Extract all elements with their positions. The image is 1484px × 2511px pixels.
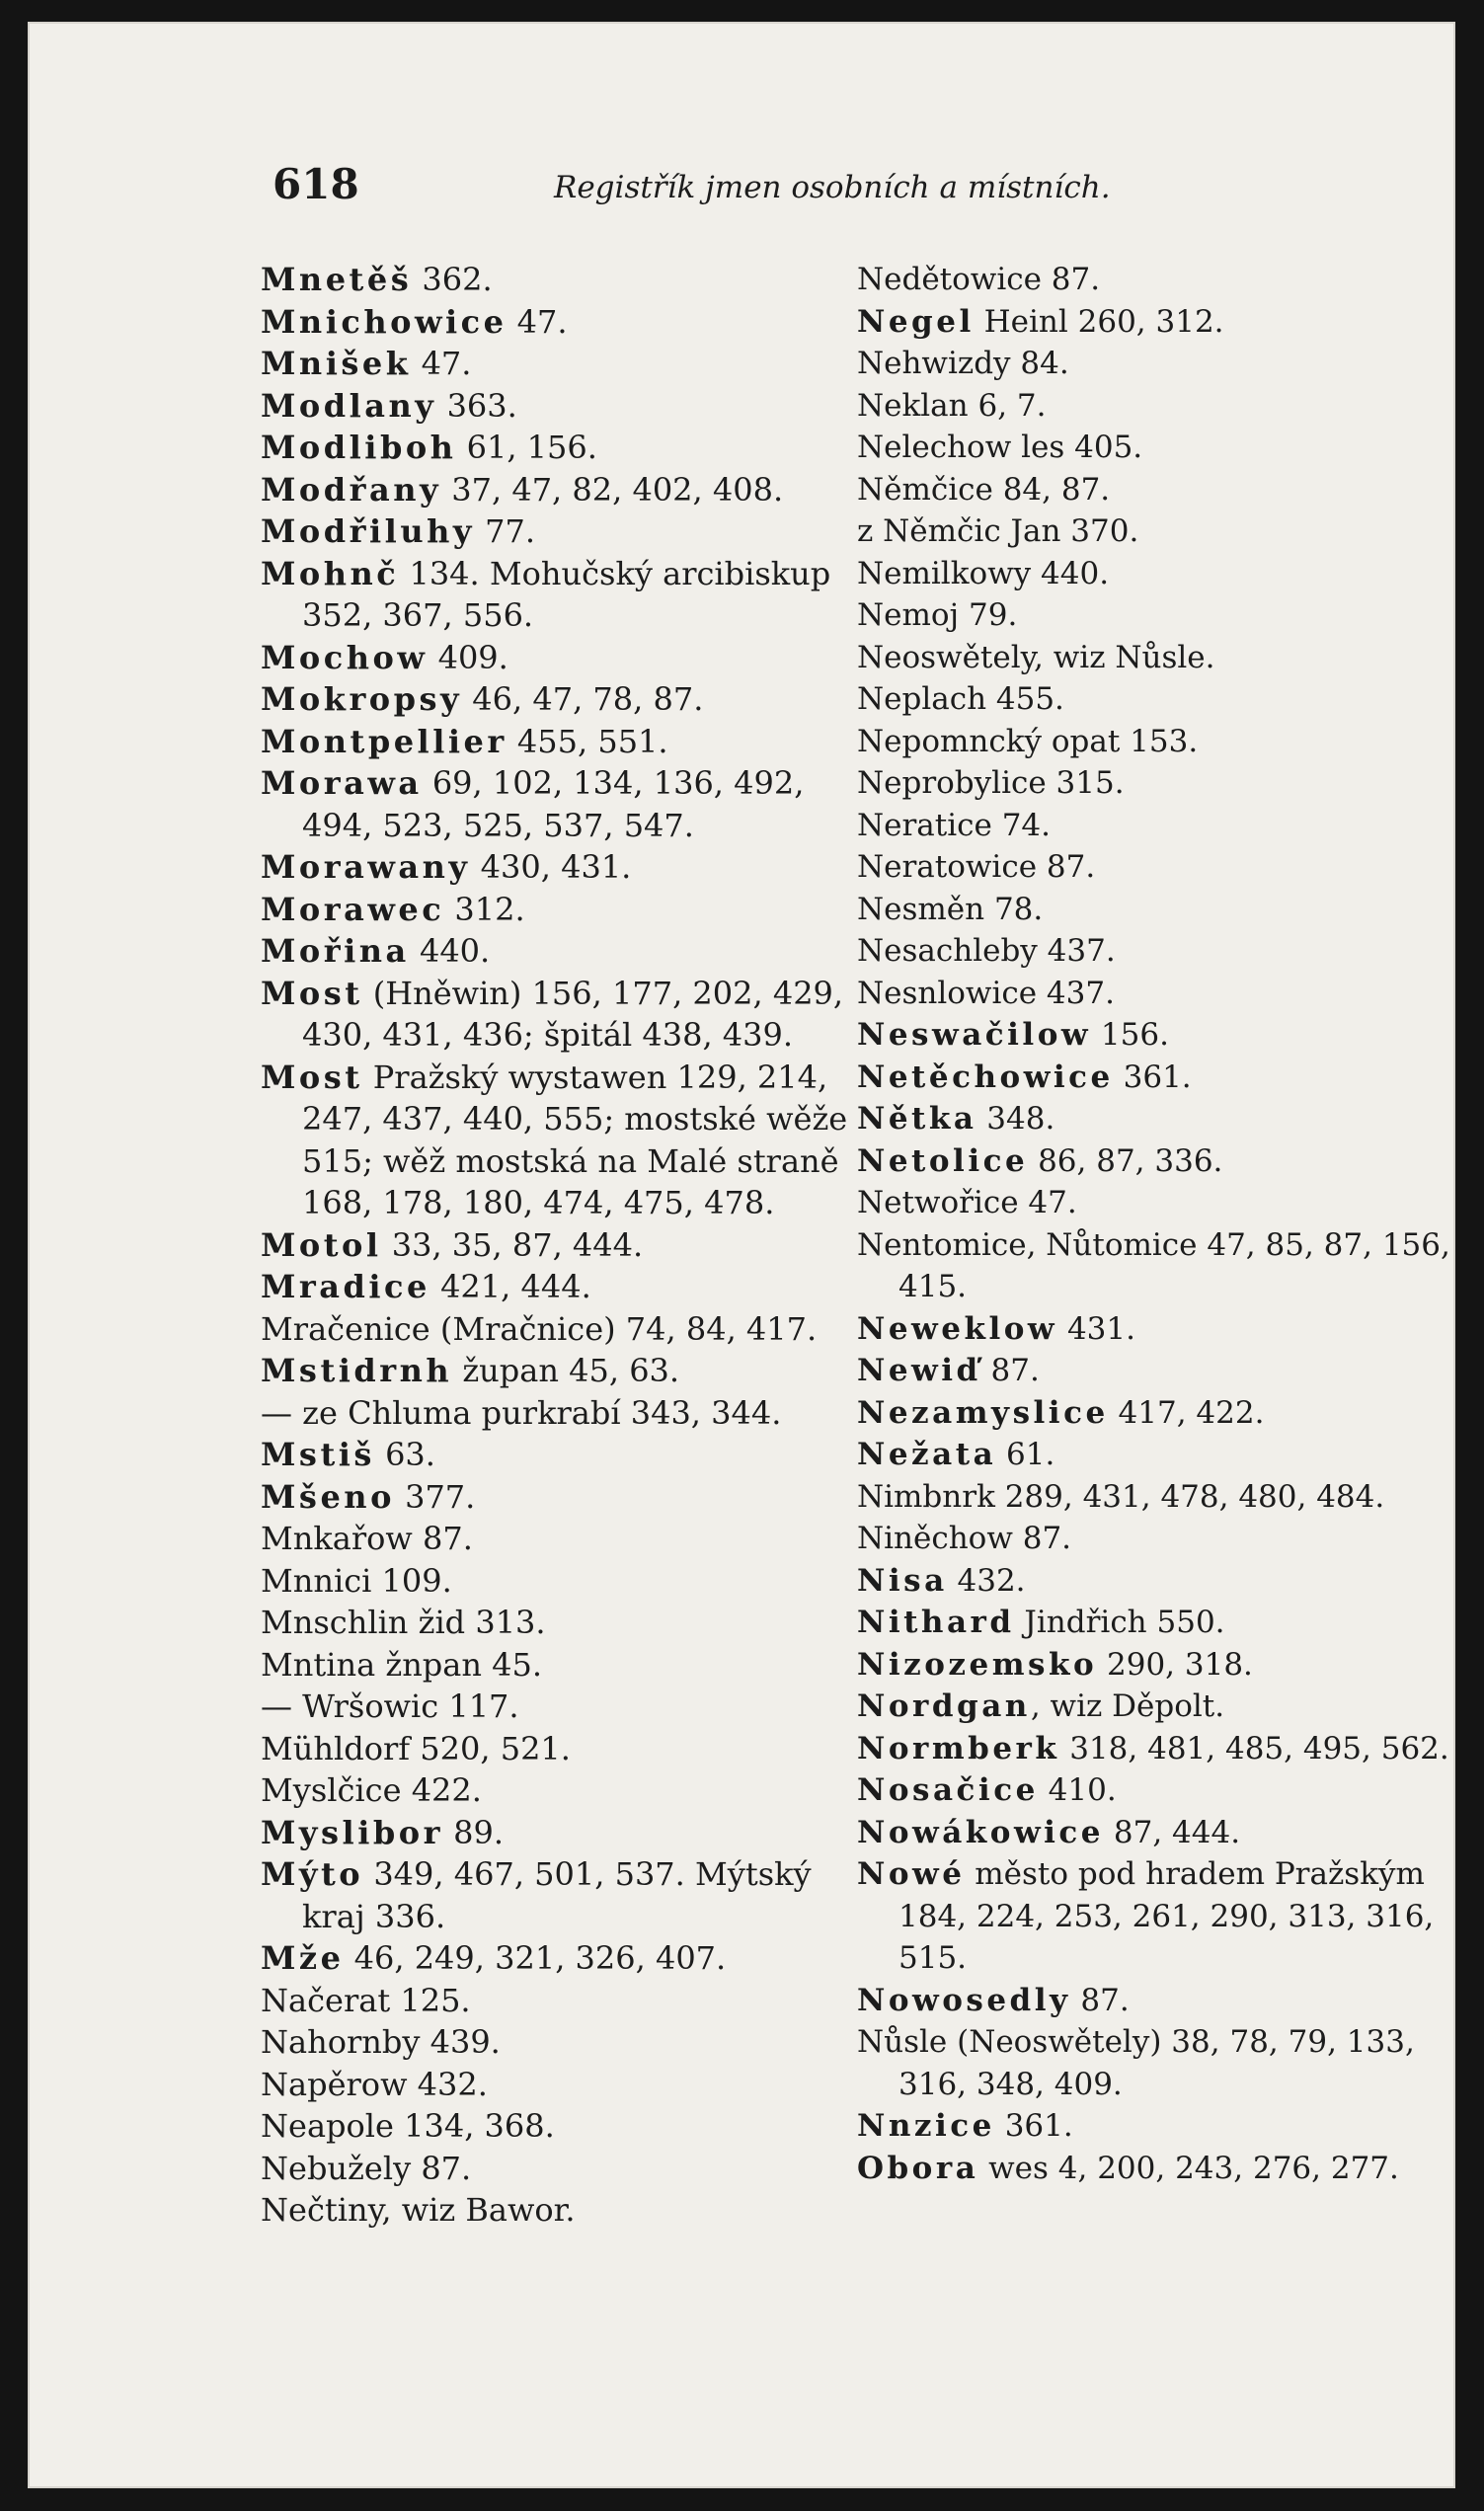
index-entry-text: město pod hradem Pražským 184, 224, 253, 261, 290, 313, 316, 515. [898,1856,1435,1976]
index-entry [261,1518,865,1560]
index-column-right [857,259,1453,2189]
index-entry-text: Nemoj 79. [857,597,1018,633]
index-entry [857,427,1453,469]
index-entry [261,973,865,1057]
index-entry [857,678,1453,721]
index-entry [857,805,1453,847]
index-entry [261,637,865,679]
index-entry-text: Nelechow les 405. [857,430,1143,465]
index-entry-text: 47. [507,302,568,341]
index-entry-headword: Modlany [261,386,437,425]
index-entry [261,2105,865,2148]
index-entry-headword: Nnzice [857,2108,995,2144]
index-entry-headword: Netěchowice [857,1059,1114,1095]
index-entry [261,2189,865,2232]
index-entry [857,1140,1453,1183]
index-entry-headword: Mořina [261,932,410,970]
index-entry [261,889,865,931]
index-entry-text: — Wršowic 117. [261,1687,519,1725]
index-entry-text: Nentomice, Nůtomice 47, 85, 87, 156, 415. [857,1226,1450,1304]
index-entry-text: Nepomncký opat 153. [857,723,1199,759]
index-entry [857,259,1453,301]
book-page [28,22,1455,2488]
index-entry [857,510,1453,553]
index-entry-text: Mühldorf 520, 521. [261,1729,571,1767]
index-entry-text: Neprobylice 315. [857,765,1125,801]
index-entry-headword: Morawec [261,890,445,928]
index-entry-text: 86, 87, 336. [1028,1142,1223,1179]
index-entry-text: z Němčic Jan 370. [857,513,1139,549]
index-entry [857,343,1453,385]
index-entry-headword: Most [261,1058,363,1096]
index-entry-headword: Obora [857,2150,979,2186]
index-entry-text: Mntina žnpan 45. [261,1645,543,1684]
index-entry [261,930,865,973]
index-entry-text: 46, 47, 78, 87. [462,680,704,718]
index-entry [857,1182,1453,1224]
index-entry-headword: Mnichowice [261,302,508,341]
index-entry-text: župan 45, 63. [452,1352,680,1389]
index-entry-headword: Montpellier [261,722,508,760]
index-entry-headword: Neswačilow [857,1017,1092,1053]
index-entry-text: Neratowice 87. [857,849,1096,885]
index-entry [261,1937,865,1980]
index-entry [857,1686,1453,1728]
index-entry-text: 290, 318. [1097,1646,1253,1683]
index-entry [261,2148,865,2190]
index-entry-text: 363. [436,386,517,425]
index-entry [857,930,1453,973]
index-entry [857,2105,1453,2148]
index-entry-text: 431. [1057,1310,1135,1347]
index-entry-text: 312. [444,890,525,928]
index-entry-text: 77. [474,512,535,550]
index-entry-headword: Mže [261,1939,345,1977]
index-entry-headword: Modliboh [261,429,457,466]
index-entry-text: 361. [994,2108,1073,2144]
index-entry-text: (Hněwin) 156, 177, 202, 429, 430, 431, 436; špitál 438, 439. [302,974,844,1054]
index-entry-text: 61, 156. [456,429,597,466]
index-entry [261,846,865,889]
index-entry-text: 440. [409,932,491,970]
index-entry [261,1728,865,1770]
index-entry-headword: Nětka [857,1101,977,1137]
index-entry-text: 46, 249, 321, 326, 407. [344,1939,727,1977]
index-entry [261,1686,865,1728]
index-entry-headword: Negel [857,303,975,340]
index-entry [261,1644,865,1687]
index-entry-text: Jindřich 550. [1014,1605,1225,1640]
index-entry [857,1812,1453,1854]
index-entry [857,2148,1453,2190]
index-entry-text: Němčice 84, 87. [857,471,1111,508]
index-entry-text: 33, 35, 87, 444. [381,1225,644,1264]
running-title: Registřík jmen osobních a místních. [554,170,1111,205]
index-entry-text: Nesměn 78. [857,891,1044,927]
index-entry [261,1853,865,1937]
index-entry-text: — ze Chluma purkrabí 343, 344. [261,1393,782,1432]
index-entry-headword: Morawany [261,848,471,886]
index-entry [261,2021,865,2064]
page-header [273,160,1141,219]
index-entry-headword: Nosačice [857,1772,1039,1808]
index-entry [857,1644,1453,1687]
index-entry [261,1224,865,1267]
index-entry-text: 63. [374,1436,435,1473]
index-entry-headword: Netolice [857,1142,1029,1179]
index-entry-text: Nečtiny, wiz Bawor. [261,2191,576,2229]
index-entry-text: 349, 467, 501, 537. Mýtský kraj 336. [302,1855,812,1935]
index-entry-headword: Mradice [261,1268,430,1305]
index-entry-headword: Nowé [857,1856,966,1892]
index-entry-headword: Newiď [857,1353,981,1388]
index-entry [261,1392,865,1435]
index-entry-text: 432. [947,1562,1026,1599]
index-entry-headword: Neweklow [857,1310,1058,1347]
index-entry [261,469,865,511]
index-entry-headword: Motol [261,1225,382,1264]
index-entry-text: 318, 481, 485, 495, 562. [1059,1730,1449,1766]
index-entry-text: 421, 444. [430,1268,591,1305]
index-entry-text: wes 4, 200, 243, 276, 277. [978,2150,1399,2186]
index-entry-text: Neoswětely, wiz Nůsle. [857,639,1215,675]
index-entry-text: Načerat 125. [261,1981,471,2019]
index-entry-headword: Mnišek [261,345,412,382]
index-entry-text: 409. [428,638,508,676]
index-entry-headword: Mšeno [261,1477,395,1516]
index-entry-text: Neklan 6, 7. [857,387,1047,424]
index-entry [857,2021,1453,2105]
index-entry-headword: Most [261,974,363,1012]
index-entry [857,594,1453,637]
index-entry-text: Nehwizdy 84. [857,346,1069,381]
index-entry-text: Nimbnrk 289, 431, 478, 480, 484. [857,1478,1385,1515]
index-entry-text: 348. [976,1101,1055,1137]
index-entry-headword: Nisa [857,1562,948,1599]
index-entry-text: 361. [1113,1059,1192,1095]
index-entry [261,2064,865,2106]
index-entry [857,1014,1453,1057]
index-entry [857,637,1453,679]
index-entry-text: Nahornby 439. [261,2023,501,2061]
index-entry [857,1057,1453,1099]
index-entry-text: Neratice 74. [857,807,1052,843]
index-entry-text: 362. [412,261,493,298]
index-entry-text: 61. [996,1437,1055,1472]
index-entry [857,301,1453,344]
index-entry-headword: Mokropsy [261,680,463,718]
index-entry-headword: Mstidrnh [261,1352,453,1389]
index-entry [261,1812,865,1854]
index-entry-text: 47. [411,345,472,382]
index-entry [261,343,865,385]
index-entry [857,1980,1453,2022]
index-entry-text: Neapole 134, 368. [261,2107,555,2145]
index-entry-text: Nůsle (Neoswětely) 38, 78, 79, 133, 316, 348, 409. [857,2024,1415,2102]
index-entry-text: Nesnlowice 437. [857,975,1115,1011]
index-entry-text: Myslčice 422. [261,1771,482,1809]
index-entry [261,510,865,553]
index-entry-headword: Nithard [857,1605,1015,1640]
index-entry [857,1853,1453,1980]
index-entry-text: 37, 47, 82, 402, 408. [441,470,784,509]
index-entry [857,469,1453,511]
index-entry [857,1476,1453,1519]
index-entry-headword: Mohnč [261,554,400,592]
index-entry-text: 69, 102, 134, 136, 492, 494, 523, 525, 537, 547. [302,764,805,844]
index-entry [857,1098,1453,1140]
index-entry [261,1350,865,1392]
index-entry [261,762,865,846]
index-entry [857,553,1453,595]
index-entry-text: 89. [442,1813,504,1851]
index-entry-headword: Mýto [261,1855,364,1893]
index-entry [261,721,865,763]
index-entry [261,1476,865,1519]
index-entry [857,973,1453,1015]
index-entry-text: Mračenice (Mračnice) 74, 84, 417. [261,1309,818,1348]
index-entry [857,385,1453,428]
index-entry-headword: Myslibor [261,1813,443,1851]
index-entry [261,1769,865,1812]
index-entry-text: 156. [1091,1017,1169,1053]
index-entry [261,1266,865,1308]
index-entry [857,1434,1453,1476]
index-entry-text: 430, 431. [470,848,632,886]
index-entry-headword: Nežata [857,1437,997,1472]
index-entry-text: , wiz Děpolt. [1030,1688,1225,1724]
page-number: 618 [273,160,359,208]
index-entry-text: 87. [980,1353,1040,1388]
index-entry-text: Neplach 455. [857,681,1064,717]
index-entry [857,846,1453,889]
index-entry-text: 134. Mohučský arcibiskup 352, 367, 556. [302,554,831,634]
index-entry [261,301,865,344]
index-entry [261,1434,865,1476]
index-entry [857,721,1453,763]
index-entry-text: Mnkařow 87. [261,1520,473,1557]
index-entry-text: Netwořice 47. [857,1185,1077,1220]
index-entry-headword: Modřiluhy [261,512,475,550]
index-entry [261,1308,865,1351]
index-entry-text: 377. [394,1477,476,1516]
index-entry [857,1769,1453,1812]
index-entry-text: Mnnici 109. [261,1561,452,1600]
index-entry [261,385,865,428]
index-entry-headword: Nowosedly [857,1982,1071,2018]
index-entry [857,1518,1453,1560]
index-entry-text: Napěrow 432. [261,2065,488,2103]
index-entry-text: 417, 422. [1108,1394,1265,1431]
index-column-left [261,259,865,2232]
index-entry [857,1560,1453,1603]
index-entry [857,1392,1453,1435]
index-entry-text: 410. [1038,1772,1117,1808]
index-entry-text: Pražský wystawen 129, 214, 247, 437, 440, 555; mostské wěže 515; wěž mostská na Malé straně 168, 178, 180, 474, 475, 478. [302,1058,848,1221]
index-entry-text: 87. [1070,1982,1130,2018]
index-entry-text: Nesachleby 437. [857,933,1116,969]
index-entry-text: Heinl 260, 312. [974,303,1224,340]
index-entry-headword: Mnetěš [261,261,413,298]
index-entry-text: 87, 444. [1104,1814,1241,1850]
index-entry-headword: Modřany [261,470,442,509]
index-entry [261,1057,865,1224]
index-entry [261,1980,865,2022]
index-entry [261,259,865,301]
index-entry-headword: Mstiš [261,1436,375,1473]
index-entry [857,1224,1453,1308]
index-entry-text: Nemilkowy 440. [857,555,1110,591]
index-entry-text: Niněchow 87. [857,1521,1072,1556]
index-entry [857,1308,1453,1351]
index-entry-headword: Normberk [857,1730,1060,1766]
index-entry-headword: Nizozemsko [857,1646,1098,1683]
index-entry [261,678,865,721]
index-entry-text: Mnschlin žid 313. [261,1604,546,1641]
index-entry-text: 455, 551. [507,722,668,760]
index-entry-headword: Nezamyslice [857,1394,1109,1431]
index-entry [857,1350,1453,1392]
index-entry-headword: Morawa [261,764,423,802]
index-entry [857,889,1453,931]
index-entry-text: Nebužely 87. [261,2149,472,2187]
index-entry [261,427,865,469]
index-entry-text: Nedětowice 87. [857,262,1101,297]
index-entry-headword: Mochow [261,638,429,676]
index-entry [261,553,865,637]
index-entry [857,1728,1453,1770]
index-entry [857,762,1453,805]
index-entry [261,1560,865,1603]
index-entry [857,1602,1453,1644]
index-entry [261,1602,865,1644]
index-entry-headword: Nordgan [857,1688,1031,1724]
index-entry-headword: Nowákowice [857,1814,1105,1850]
